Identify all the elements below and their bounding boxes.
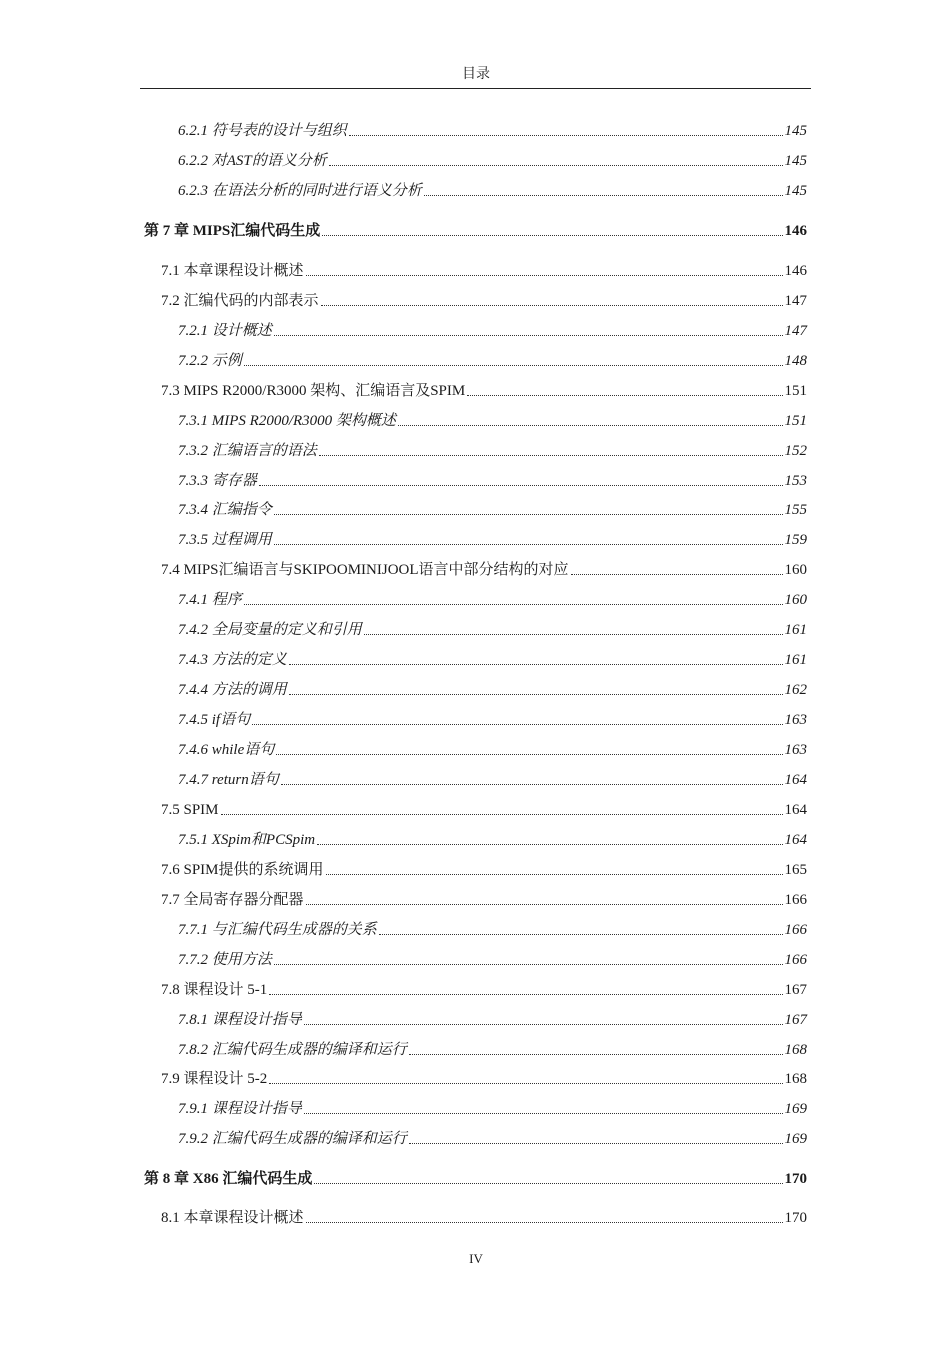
toc-dot-leader	[326, 874, 783, 875]
toc-entry-title: 7.8 课程设计 5-1	[161, 982, 268, 998]
toc-dot-leader	[269, 994, 782, 995]
toc-entry-title: 7.4.5 if语句	[178, 712, 251, 728]
toc-chapter-entry[interactable]	[144, 1167, 807, 1189]
toc-entry-page: 160	[784, 562, 807, 578]
toc-entry-page: 145	[784, 153, 807, 169]
toc-subsection-entry[interactable]	[178, 1038, 807, 1060]
toc-entry-page: 164	[784, 772, 807, 788]
toc-entry-title: 6.2.2 对AST的语义分析	[178, 153, 327, 169]
toc-entry-page: 161	[784, 652, 807, 668]
toc-subsection-entry[interactable]	[178, 948, 807, 970]
toc-dot-leader	[467, 395, 782, 396]
toc-subsection-entry[interactable]	[178, 439, 807, 461]
toc-dot-leader	[306, 904, 783, 905]
toc-dot-leader	[269, 1083, 782, 1084]
toc-entry-title: 7.8.1 课程设计指导	[178, 1012, 302, 1028]
toc-entry-page: 159	[784, 532, 807, 548]
toc-dot-leader	[424, 195, 783, 196]
toc-subsection-entry[interactable]	[178, 149, 807, 171]
toc-section-entry[interactable]	[161, 259, 807, 281]
toc-dot-leader	[259, 485, 783, 486]
toc-dot-leader	[364, 634, 783, 635]
toc-entry-page: 145	[784, 123, 807, 139]
toc-dot-leader	[306, 275, 783, 276]
toc-subsection-entry[interactable]	[178, 319, 807, 341]
toc-entry-title: 7.3.3 寄存器	[178, 473, 257, 489]
toc-entry-title: 7.5.1 XSpim和PCSpim	[178, 832, 316, 848]
toc-dot-leader	[409, 1143, 783, 1144]
toc-entry-page: 169	[784, 1101, 807, 1117]
toc-entry-title: 7.7.2 使用方法	[178, 952, 272, 968]
toc-dot-leader	[319, 455, 783, 456]
toc-entry-page: 147	[784, 293, 807, 309]
toc-subsection-entry[interactable]	[178, 1008, 807, 1030]
toc-dot-leader	[274, 514, 783, 515]
toc-section-entry[interactable]	[161, 1206, 807, 1228]
toc-dot-leader	[289, 694, 783, 695]
toc-entry-title: 7.3.4 汇编指令	[178, 502, 272, 518]
toc-entry-title: 7.4.7 return语句	[178, 772, 279, 788]
toc-entry-page: 168	[784, 1071, 807, 1087]
toc-entry-page: 167	[784, 982, 807, 998]
toc-subsection-entry[interactable]	[178, 469, 807, 491]
toc-entry-page: 167	[784, 1012, 807, 1028]
toc-section-entry[interactable]	[161, 858, 807, 880]
toc-entry-title: 7.4.1 程序	[178, 592, 242, 608]
toc-dot-leader	[274, 964, 783, 965]
toc-entry-title: 第 8 章 X86 汇编代码生成	[144, 1171, 313, 1187]
page-number: IV	[469, 1251, 483, 1266]
toc-entry-page: 166	[784, 922, 807, 938]
toc-dot-leader	[244, 604, 783, 605]
toc-entry-page: 148	[784, 353, 807, 369]
toc-dot-leader	[321, 305, 783, 306]
toc-entry-title: 7.5 SPIM	[161, 802, 219, 818]
toc-dot-leader	[304, 1024, 783, 1025]
toc-dot-leader	[306, 1222, 783, 1223]
toc-entry-title: 7.7 全局寄存器分配器	[161, 892, 304, 908]
toc-entry-page: 166	[784, 892, 807, 908]
toc-entry-page: 146	[784, 223, 807, 239]
toc-entry-title: 7.9 课程设计 5-2	[161, 1071, 268, 1087]
toc-entry-title: 7.4.4 方法的调用	[178, 682, 287, 698]
toc-dot-leader	[274, 544, 783, 545]
toc-dot-leader	[409, 1054, 783, 1055]
toc-dot-leader	[317, 844, 782, 845]
page-header-title: 目录	[462, 67, 490, 82]
toc-subsection-entry[interactable]	[178, 648, 807, 670]
toc-dot-leader	[276, 754, 782, 755]
toc-entry-title: 7.3.2 汇编语言的语法	[178, 443, 317, 459]
toc-entry-title: 7.3 MIPS R2000/R3000 架构、汇编语言及SPIM	[161, 383, 466, 399]
toc-entry-title: 7.4.3 方法的定义	[178, 652, 287, 668]
toc-entry-page: 151	[784, 383, 807, 399]
toc-subsection-entry[interactable]	[178, 588, 807, 610]
toc-subsection-entry[interactable]	[178, 678, 807, 700]
toc-section-entry[interactable]	[161, 379, 807, 401]
toc-dot-leader	[379, 934, 783, 935]
toc-entry-title: 7.3.5 过程调用	[178, 532, 272, 548]
toc-entry-page: 160	[784, 592, 807, 608]
toc-entry-title: 7.6 SPIM提供的系统调用	[161, 862, 324, 878]
toc-entry-title: 7.2.1 设计概述	[178, 323, 272, 339]
toc-entry-page: 163	[784, 712, 807, 728]
toc-entry-page: 162	[784, 682, 807, 698]
toc-entry-page: 155	[784, 502, 807, 518]
toc-subsection-entry[interactable]	[178, 828, 807, 850]
toc-entry-page: 168	[784, 1042, 807, 1058]
toc-entry-title: 第 7 章 MIPS汇编代码生成	[144, 223, 321, 239]
header-divider	[140, 88, 811, 89]
toc-subsection-entry[interactable]	[178, 618, 807, 640]
toc-entry-page: 170	[784, 1210, 807, 1226]
toc-dot-leader	[304, 1113, 783, 1114]
toc-subsection-entry[interactable]	[178, 708, 807, 730]
toc-dot-leader	[252, 724, 782, 725]
toc-entry-title: 7.2 汇编代码的内部表示	[161, 293, 319, 309]
toc-subsection-entry[interactable]	[178, 179, 807, 201]
toc-section-entry[interactable]	[161, 888, 807, 910]
toc-entry-page: 161	[784, 622, 807, 638]
toc-entry-title: 7.2.2 示例	[178, 353, 242, 369]
toc-entry-title: 7.1 本章课程设计概述	[161, 263, 304, 279]
toc-dot-leader	[349, 135, 783, 136]
toc-subsection-entry[interactable]	[178, 1097, 807, 1119]
toc-entry-page: 170	[784, 1171, 807, 1187]
toc-entry-page: 166	[784, 952, 807, 968]
toc-dot-leader	[274, 335, 783, 336]
toc-subsection-entry[interactable]	[178, 349, 807, 371]
toc-dot-leader	[244, 365, 783, 366]
toc-entry-title: 6.2.1 符号表的设计与组织	[178, 123, 347, 139]
toc-subsection-entry[interactable]	[178, 119, 807, 141]
toc-entry-title: 6.2.3 在语法分析的同时进行语义分析	[178, 183, 422, 199]
toc-subsection-entry[interactable]	[178, 768, 807, 790]
toc-section-entry[interactable]	[161, 798, 807, 820]
toc-entry-page: 164	[784, 832, 807, 848]
toc-entry-title: 8.1 本章课程设计概述	[161, 1210, 304, 1226]
toc-dot-leader	[571, 574, 783, 575]
toc-section-entry[interactable]	[161, 289, 807, 311]
toc-section-entry[interactable]	[161, 558, 807, 580]
toc-entry-page: 151	[784, 413, 807, 429]
toc-entry-page: 164	[784, 802, 807, 818]
toc-entry-page: 146	[784, 263, 807, 279]
toc-section-entry[interactable]	[161, 978, 807, 1000]
toc-entry-page: 163	[784, 742, 807, 758]
toc-entry-title: 7.3.1 MIPS R2000/R3000 架构概述	[178, 413, 396, 429]
toc-dot-leader	[221, 814, 783, 815]
toc-entry-title: 7.4.2 全局变量的定义和引用	[178, 622, 362, 638]
toc-entry-page: 147	[784, 323, 807, 339]
toc-dot-leader	[398, 425, 783, 426]
toc-entry-title: 7.4.6 while语句	[178, 742, 275, 758]
toc-subsection-entry[interactable]	[178, 1127, 807, 1149]
toc-entry-page: 169	[784, 1131, 807, 1147]
toc-entry-title: 7.7.1 与汇编代码生成器的关系	[178, 922, 377, 938]
toc-chapter-entry[interactable]	[144, 219, 807, 241]
toc-dot-leader	[289, 664, 783, 665]
toc-subsection-entry[interactable]	[178, 498, 807, 520]
toc-dot-leader	[329, 165, 783, 166]
toc-entry-title: 7.9.2 汇编代码生成器的编译和运行	[178, 1131, 407, 1147]
toc-subsection-entry[interactable]	[178, 528, 807, 550]
toc-entry-page: 153	[784, 473, 807, 489]
toc-entry-title: 7.8.2 汇编代码生成器的编译和运行	[178, 1042, 407, 1058]
toc-entry-page: 165	[784, 862, 807, 878]
toc-entry-title: 7.4 MIPS汇编语言与SKIPOOMINIJOOL语言中部分结构的对应	[161, 562, 569, 578]
toc-dot-leader	[314, 1183, 782, 1184]
toc-subsection-entry[interactable]	[178, 738, 807, 760]
toc-section-entry[interactable]	[161, 1067, 807, 1089]
toc-subsection-entry[interactable]	[178, 918, 807, 940]
toc-entry-title: 7.9.1 课程设计指导	[178, 1101, 302, 1117]
toc-entry-page: 152	[784, 443, 807, 459]
toc-dot-leader	[281, 784, 783, 785]
toc-dot-leader	[322, 235, 782, 236]
toc-entry-page: 145	[784, 183, 807, 199]
toc-subsection-entry[interactable]	[178, 409, 807, 431]
